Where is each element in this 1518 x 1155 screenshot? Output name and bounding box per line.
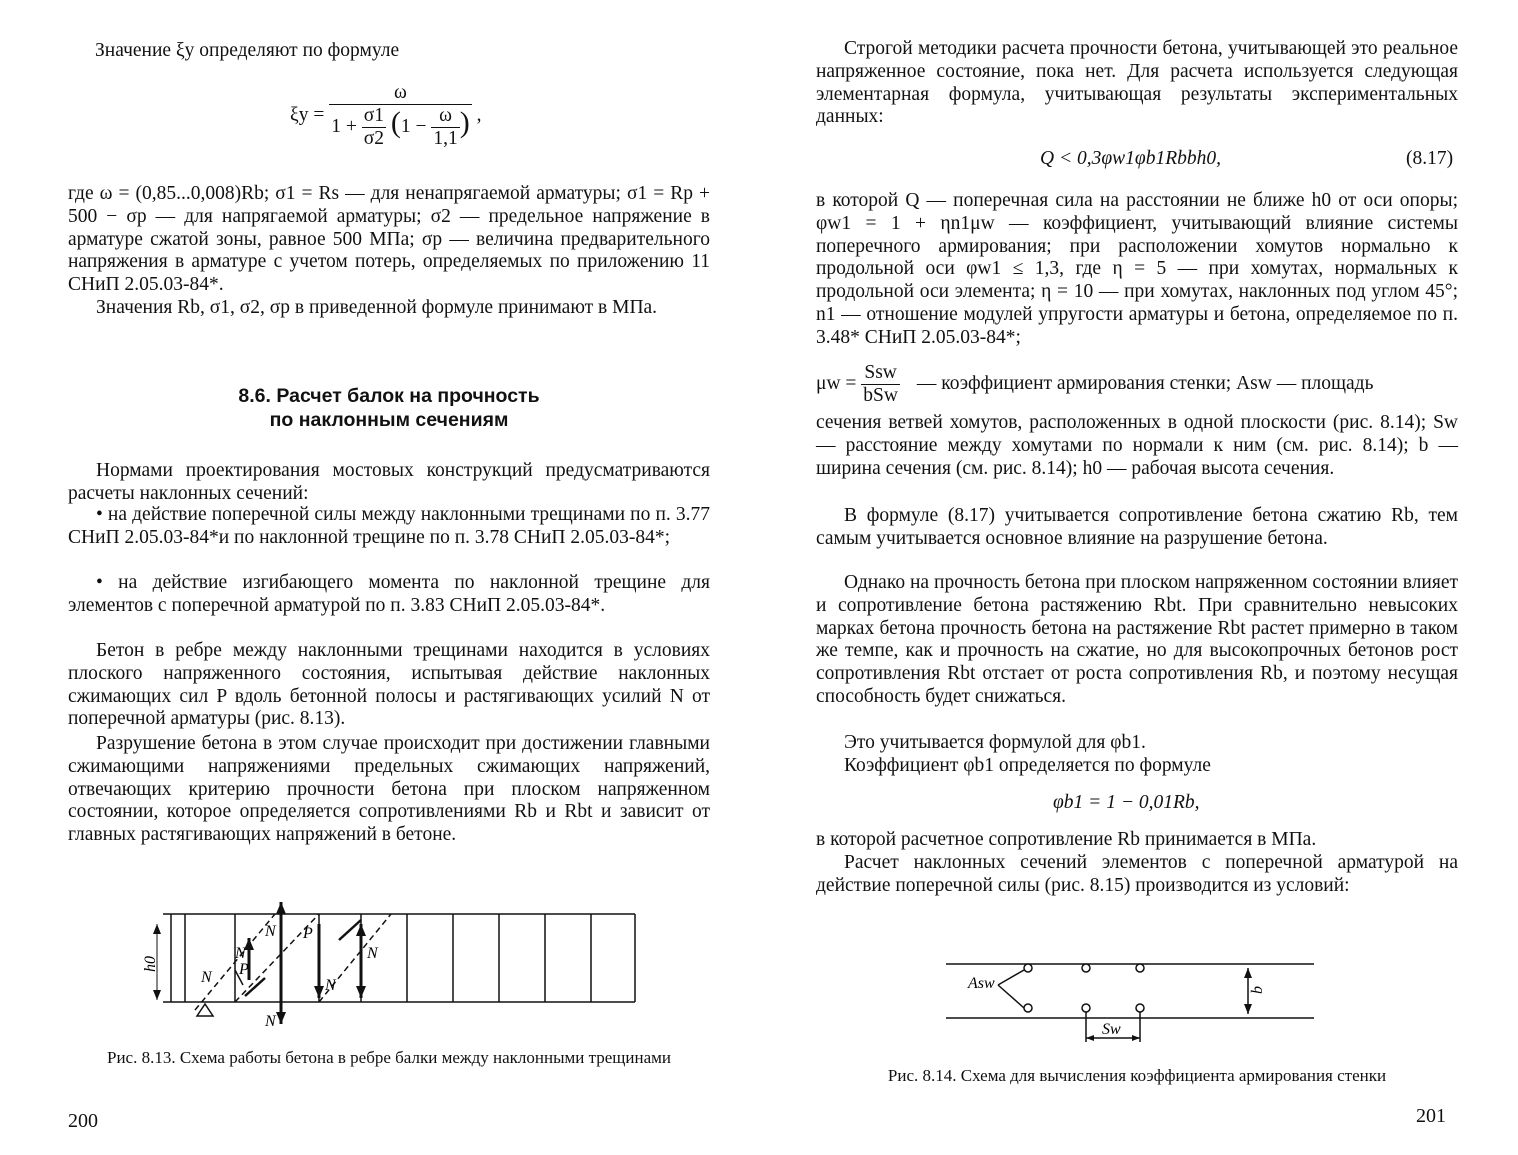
P-label-1: P (303, 925, 313, 942)
figure-8-14-caption: Рис. 8.14. Схема для вычисления коэффициента армирования стенки (887, 1066, 1387, 1085)
N-label-3: N (201, 969, 212, 986)
formula-omega: ω (431, 105, 459, 128)
figure-8-14 (938, 950, 1328, 1050)
formula-phi: φb1 = 1 − 0,01Rb, (1053, 792, 1200, 813)
asw-label: Asw (968, 975, 995, 992)
formula-sigma2: σ2 (363, 128, 384, 149)
page-number-right: 201 (1416, 1105, 1446, 1127)
formula-mu-description: — коэффициент армирования стенки; Asw — площадь (916, 372, 1374, 394)
paragraph-rb-mpa: в которой расчетное сопротивление Rb принимается в МПа. (816, 829, 1317, 850)
formula-xi-numerator: ω (329, 82, 472, 105)
paragraph-norms: Нормами проектирования мостовых конструкций предусматриваются расчеты наклонных сечений: (68, 460, 710, 504)
page-number-left: 200 (68, 1110, 98, 1132)
formula-xi-denominator: 1 + $\frac{\sigma 1}{\sigma 2}$ (1 − $\frac{\omega}{1,1}$ ) (331, 105, 470, 149)
N-label-6: N (265, 1013, 276, 1030)
list-item-shear: • на действие поперечной силы между наклонными трещинами по п. 3.77 СНиП 2.05.03-84*и по наклонной трещине по п. 3.78 СНиП 2.05.03-84*; (68, 504, 710, 548)
formula-xi-fraction (329, 82, 472, 150)
formula-bracket-pre: 1 − (400, 115, 427, 137)
paragraph-where: где ω = (0,85...0,008)Rb; σ1 = Rs — для ненапрягаемой арматуры; σ1 = Rp + 500 − σp — для напрягаемой арматуры; σ2 — предельное напряжение в арматуре сжатой зоны, равное 500 МПа; σp — величина предварительного напряжения в арматуре с учетом потерь, определяемых по приложению 11 СНиП 2.05.03-84*. (68, 183, 710, 296)
formula-mu-lhs: μw = (816, 372, 857, 394)
formula-mu (816, 362, 1458, 407)
section-heading-line1: 8.6. Расчет балок на прочность (238, 385, 540, 407)
paragraph-concrete-web: Бетон в ребре между наклонными трещинами находится в условиях плоского напряженного состояния, испытывая действие наклонных сжимающих сил P вдоль бетонной полосы и растягивающих усилий N от поперечной арматуры (рис. 8.13). (68, 640, 710, 730)
paragraph-tension: Однако на прочность бетона при плоском напряженном состоянии влияет и сопротивление бетона растяжению Rbt. При сравнительно невысоких марках бетона прочность бетона на растяжение Rbt растет примерно в таком же темпе, как и прочность на сжатие, но для высокопрочных бетонов рост сопротивления Rbt отстает от роста сопротивления Rb, и поэтому несущая способность будет снижаться. (816, 572, 1458, 707)
formula-xi-lhs: ξy = (290, 104, 325, 126)
paragraph-values: Значения Rb, σ1, σ2, σp в приведенной формуле принимают в МПа. (96, 297, 658, 318)
figure-8-14-drawing (938, 950, 1328, 1050)
figure-8-13-caption: Рис. 8.13. Схема работы бетона в ребре балки между наклонными трещинами (106, 1048, 671, 1067)
figure-8-13 (135, 900, 645, 1040)
paragraph-q-definition: в которой Q — поперечная сила на расстоянии не ближе h0 от оси опоры; φw1 = 1 + ηn1μw — коэффициент, учитывающий влияние системы поперечного армирования; при расположении хомутов нормально к продольной оси φw1 ≤ 1,3, где η = 5 — при хомутах, нормальных к продольной оси элемента; η = 10 — при хомутах, наклонных под углом 45°; n1 — отношение модулей упругости арматуры и бетона, определяемое по п. 3.48* СНиП 2.05.03-84*; (816, 190, 1458, 348)
formula-xi-tail: , (476, 104, 482, 126)
paragraph-compression: В формуле (8.17) учитывается сопротивление бетона сжатию Rb, тем самым учитывается основное влияние на разрушение бетона. (816, 505, 1458, 549)
paragraph-method: Строгой методики расчета прочности бетона, учитывающей это реальное напряженное состояние, пока нет. Для расчета используется следующая элементарная формула, учитывающая результаты экспериментальных данных: (816, 38, 1458, 128)
formula-8-17-number: (8.17) (1406, 148, 1454, 169)
formula-xi-den-pre: 1 + (331, 115, 357, 137)
formula-mu-den: bSw (863, 385, 898, 406)
figure-8-13-drawing (135, 900, 645, 1040)
formula-xi (290, 82, 481, 150)
paragraph-inclined: Расчет наклонных сечений элементов с поперечной арматурой на действие поперечной силы (рис. 8.15) производится из условий: (816, 852, 1458, 896)
h0-label: h0 (142, 956, 159, 972)
paragraph-asw: сечения ветвей хомутов, расположенных в одной плоскости (рис. 8.14); Sw — расстояние между хомутами по нормали к ним (см. рис. 8.14); b — ширина сечения (см. рис. 8.14); h0 — рабочая высота сечения. (816, 412, 1458, 479)
left-page (0, 0, 740, 1155)
paragraph-intro: Значение ξy определяют по формуле (95, 40, 400, 61)
section-heading (68, 384, 710, 432)
formula-xi-sigma-frac (362, 105, 386, 150)
right-page (778, 0, 1518, 1155)
formula-eleven: 1,1 (433, 128, 458, 149)
N-label-5: N (325, 977, 336, 994)
formula-mu-fraction (861, 362, 900, 407)
paragraph-phi-coef: Коэффициент φb1 определяется по формуле (844, 755, 1211, 776)
P-label-2: P (239, 961, 249, 978)
formula-8-17: Q < 0,3φw1φb1Rbbh0, (1040, 148, 1221, 169)
section-heading-line2: по наклонным сечениям (269, 409, 509, 431)
N-label-4: N (367, 945, 378, 962)
formula-sigma1: σ1 (363, 105, 384, 126)
sw-label: Sw (1102, 1021, 1121, 1038)
list-item-moment: • на действие изгибающего момента по наклонной трещине для элементов с поперечной арматурой по п. 3.83 СНиП 2.05.03-84*. (68, 572, 710, 616)
formula-omega-frac (431, 105, 459, 150)
paragraph-failure: Разрушение бетона в этом случае происходит при достижении главными сжимающими напряжениями предельных сжимающих напряжений, отвечающих критерию прочности бетона при плоском напряженном состоянии, которое определяется сопротивлениями Rb и Rbt и зависит от главных растягивающих напряжений в бетоне. (68, 733, 710, 846)
N-label-2: N (235, 945, 246, 962)
N-label-1: N (265, 923, 276, 940)
b-label: b (1249, 986, 1266, 994)
paragraph-phi-note: Это учитывается формулой для φb1. (844, 732, 1146, 753)
formula-mu-num: Ssw (861, 362, 900, 385)
